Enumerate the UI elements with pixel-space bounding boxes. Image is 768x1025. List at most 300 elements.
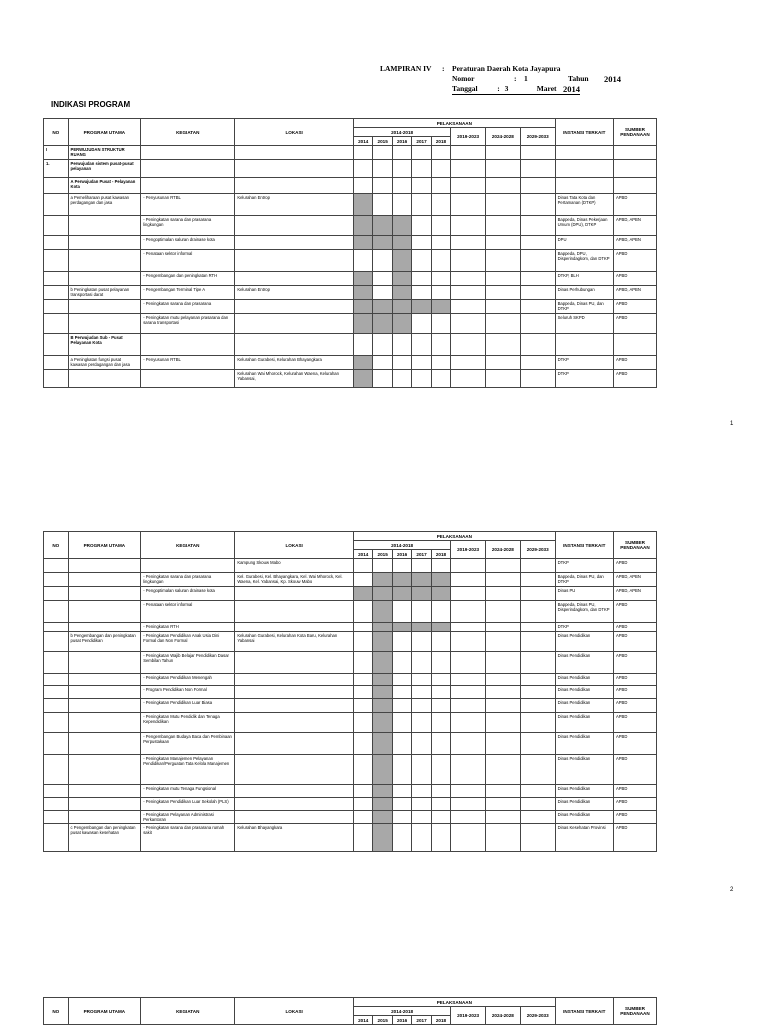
col-program: PROGRAM UTAMA — [68, 998, 141, 1025]
schedule-cell — [412, 236, 431, 250]
tahun-value: 2014 — [604, 74, 621, 84]
cell-program — [68, 699, 141, 713]
cell-lokasi: Kelurahan Gurabesi, Kelurahan Bhayangkara — [235, 356, 354, 370]
schedule-cell — [412, 194, 431, 216]
col-no: NO — [44, 119, 69, 146]
schedule-cell — [412, 632, 431, 652]
cell-lokasi: Kelurahan Entrop — [235, 194, 354, 216]
cell-instansi: Dinas Tata Kota dan Pertamanan (DTKP) — [555, 194, 613, 216]
schedule-cell — [431, 146, 450, 160]
schedule-cell-active — [373, 674, 392, 686]
cell-kegiatan: - Peningkatan Pendidikan Luar Sekolah (PLS) — [141, 798, 235, 811]
schedule-cell — [412, 811, 431, 824]
schedule-cell — [485, 160, 520, 178]
cell-program — [68, 314, 141, 334]
cell-instansi: Dinas Pendidikan — [555, 632, 613, 652]
col-p3: 2024-2028 — [485, 128, 520, 146]
cell-no — [44, 356, 69, 370]
schedule-cell — [485, 798, 520, 811]
cell-sumber: APBD, APBN — [613, 286, 656, 300]
col-year: 2016 — [392, 137, 411, 146]
cell-lokasi — [235, 300, 354, 314]
cell-kegiatan — [141, 370, 235, 388]
schedule-cell-active — [392, 216, 411, 236]
cell-instansi: Dinas Pendidikan — [555, 733, 613, 755]
cell-program — [68, 713, 141, 733]
col-pelaksanaan: PELAKSANAAN — [354, 119, 556, 128]
cell-lokasi — [235, 236, 354, 250]
cell-instansi: Dinas Pendidikan — [555, 798, 613, 811]
schedule-cell — [354, 755, 373, 785]
cell-kegiatan — [141, 178, 235, 194]
schedule-cell — [392, 146, 411, 160]
schedule-cell — [354, 713, 373, 733]
schedule-cell — [520, 314, 555, 334]
cell-kegiatan: - Peningkatan mutu Tenaga Fungsional — [141, 785, 235, 798]
schedule-cell — [485, 674, 520, 686]
schedule-cell — [431, 713, 450, 733]
cell-instansi: Bappeda, DPU, Disperindagkom, dan DTKP — [555, 250, 613, 272]
schedule-cell-active — [354, 356, 373, 370]
schedule-cell — [485, 314, 520, 334]
separator: : — [514, 74, 517, 83]
schedule-cell — [431, 334, 450, 356]
cell-kegiatan: - Pengoptimalan saluran drainase kota — [141, 236, 235, 250]
cell-kegiatan: - Peningkatan sarana dan prasarana — [141, 300, 235, 314]
schedule-cell — [485, 713, 520, 733]
schedule-cell — [412, 824, 431, 852]
schedule-cell — [485, 623, 520, 632]
schedule-cell — [451, 755, 486, 785]
table-row — [44, 733, 657, 755]
cell-lokasi: Kel. Gurabesi, Kel. Bhayangkara, Kel. Wai Mhorock, Kel. Waena, Kel. Yabansai, Kp. Skouw Mabo — [235, 573, 354, 587]
cell-program: b Pengembangan dan peningkatan pusat Pendidikan — [68, 632, 141, 652]
col-period: 2014-2018 — [354, 1007, 451, 1016]
schedule-cell-active — [373, 733, 392, 755]
schedule-cell — [392, 370, 411, 388]
cell-program: a Peningkatan fungsi pusat kawasan perdagangan dan jasa — [68, 356, 141, 370]
separator: : — [497, 84, 500, 93]
schedule-cell-active — [373, 314, 392, 334]
cell-sumber: APBD — [613, 674, 656, 686]
cell-kegiatan: - Pengembangan dan peningkatan RTH — [141, 272, 235, 286]
schedule-cell — [451, 314, 486, 334]
cell-kegiatan: - Peningkatan Pendidikan Menengah — [141, 674, 235, 686]
schedule-cell — [520, 250, 555, 272]
schedule-cell-active — [392, 272, 411, 286]
schedule-cell — [392, 160, 411, 178]
schedule-cell — [412, 250, 431, 272]
col-instansi: INSTANSI TERKAIT — [555, 119, 613, 146]
cell-sumber: APBD — [613, 713, 656, 733]
schedule-cell-active — [354, 236, 373, 250]
cell-lokasi — [235, 674, 354, 686]
cell-instansi: Bappeda, Dinas PU, Disperindagkom, dan DTKP — [555, 601, 613, 623]
cell-no — [44, 272, 69, 286]
schedule-cell — [412, 674, 431, 686]
schedule-cell-active — [354, 286, 373, 300]
schedule-cell — [373, 334, 392, 356]
cell-program — [68, 686, 141, 699]
schedule-cell — [354, 811, 373, 824]
cell-kegiatan — [141, 146, 235, 160]
schedule-cell — [373, 370, 392, 388]
table-row — [44, 146, 657, 160]
cell-no — [44, 194, 69, 216]
table-row — [44, 250, 657, 272]
schedule-cell — [451, 824, 486, 852]
cell-kegiatan: - Peningkatan RTH — [141, 623, 235, 632]
schedule-cell — [520, 559, 555, 573]
schedule-cell — [412, 601, 431, 623]
schedule-cell — [485, 573, 520, 587]
schedule-cell — [520, 632, 555, 652]
schedule-cell-active — [373, 686, 392, 699]
schedule-cell-active — [412, 300, 431, 314]
schedule-cell — [392, 601, 411, 623]
cell-instansi: Dinas Pendidikan — [555, 755, 613, 785]
table-row — [44, 178, 657, 194]
schedule-cell — [392, 755, 411, 785]
cell-sumber: APBD, APBN — [613, 587, 656, 601]
cell-no — [44, 632, 69, 652]
cell-instansi: Dinas Pendidikan — [555, 713, 613, 733]
cell-program: a Pemeliharaan pusat kawasan perdagangan dan jasa — [68, 194, 141, 216]
cell-instansi — [555, 146, 613, 160]
cell-lokasi — [235, 755, 354, 785]
table-row — [44, 300, 657, 314]
cell-sumber: APBD — [613, 272, 656, 286]
cell-instansi: DTKP — [555, 356, 613, 370]
maret-value: 2014 — [563, 84, 580, 94]
col-year: 2018 — [431, 1016, 450, 1025]
schedule-cell-active — [392, 286, 411, 300]
schedule-cell — [354, 334, 373, 356]
schedule-cell — [431, 216, 450, 236]
cell-instansi: Dinas Pendidikan — [555, 674, 613, 686]
cell-lokasi — [235, 798, 354, 811]
page-number: 1 — [730, 421, 734, 427]
schedule-cell — [354, 686, 373, 699]
schedule-cell — [520, 713, 555, 733]
schedule-cell — [431, 652, 450, 674]
cell-program — [68, 798, 141, 811]
table-row — [44, 601, 657, 623]
schedule-cell-active — [431, 623, 450, 632]
cell-sumber: APBD — [613, 194, 656, 216]
schedule-cell — [392, 178, 411, 194]
cell-sumber: APBD — [613, 250, 656, 272]
cell-no — [44, 713, 69, 733]
schedule-cell-active — [373, 785, 392, 798]
cell-kegiatan: - Penataan sektor informal — [141, 601, 235, 623]
col-year: 2014 — [354, 137, 373, 146]
schedule-cell-active — [373, 652, 392, 674]
schedule-cell — [373, 559, 392, 573]
cell-program: Perwujudan sistem pusat-pusat pelayanan — [68, 160, 141, 178]
schedule-cell — [520, 798, 555, 811]
table-row — [44, 623, 657, 632]
schedule-cell — [354, 785, 373, 798]
cell-no: 1. — [44, 160, 69, 178]
cell-program — [68, 236, 141, 250]
schedule-cell — [412, 713, 431, 733]
schedule-cell-active — [431, 573, 450, 587]
schedule-cell-active — [354, 300, 373, 314]
cell-lokasi — [235, 811, 354, 824]
cell-instansi: Dinas Perhubungan — [555, 286, 613, 300]
col-year: 2017 — [412, 1016, 431, 1025]
schedule-cell — [451, 559, 486, 573]
cell-lokasi — [235, 272, 354, 286]
cell-program — [68, 755, 141, 785]
cell-sumber: APBD — [613, 370, 656, 388]
col-lokasi: LOKASI — [235, 532, 354, 559]
schedule-cell — [392, 674, 411, 686]
col-year: 2015 — [373, 1016, 392, 1025]
schedule-cell — [520, 824, 555, 852]
schedule-cell-active — [392, 573, 411, 587]
table-row — [44, 286, 657, 300]
schedule-cell — [412, 272, 431, 286]
cell-kegiatan: - Peningkatan mutu pelayanan prasarana dan sarana transportasi — [141, 314, 235, 334]
cell-instansi: Dinas Pendidikan — [555, 652, 613, 674]
col-p4: 2029-2033 — [520, 128, 555, 146]
schedule-cell — [451, 686, 486, 699]
schedule-cell-active — [354, 587, 373, 601]
col-p2: 2019-2023 — [451, 541, 486, 559]
schedule-cell — [520, 216, 555, 236]
schedule-cell — [373, 146, 392, 160]
col-sumber: SUMBER PENDANAAN — [613, 119, 656, 146]
schedule-cell — [412, 334, 431, 356]
col-program: PROGRAM UTAMA — [68, 119, 141, 146]
schedule-cell — [485, 286, 520, 300]
cell-no — [44, 300, 69, 314]
schedule-cell-active — [373, 300, 392, 314]
col-p3: 2024-2028 — [485, 541, 520, 559]
table-row — [44, 686, 657, 699]
schedule-cell — [431, 811, 450, 824]
cell-program — [68, 674, 141, 686]
col-no: NO — [44, 532, 69, 559]
col-year: 2014 — [354, 550, 373, 559]
schedule-cell — [485, 356, 520, 370]
col-instansi: INSTANSI TERKAIT — [555, 532, 613, 559]
cell-program — [68, 623, 141, 632]
schedule-cell — [373, 194, 392, 216]
schedule-cell — [392, 632, 411, 652]
col-sumber: SUMBER PENDANAAN — [613, 532, 656, 559]
cell-lokasi — [235, 733, 354, 755]
cell-sumber: APBD — [613, 652, 656, 674]
schedule-cell — [431, 699, 450, 713]
schedule-cell — [451, 811, 486, 824]
table-row — [44, 785, 657, 798]
cell-lokasi — [235, 178, 354, 194]
table-row — [44, 587, 657, 601]
schedule-cell — [485, 216, 520, 236]
schedule-cell — [485, 272, 520, 286]
schedule-cell — [431, 733, 450, 755]
schedule-cell — [412, 699, 431, 713]
col-year: 2017 — [412, 137, 431, 146]
cell-no — [44, 699, 69, 713]
schedule-cell — [354, 824, 373, 852]
schedule-cell — [392, 652, 411, 674]
cell-no — [44, 250, 69, 272]
schedule-cell — [354, 146, 373, 160]
cell-no — [44, 686, 69, 699]
cell-no — [44, 601, 69, 623]
schedule-cell-active — [354, 370, 373, 388]
cell-sumber: APBD, APBN — [613, 216, 656, 236]
schedule-cell — [373, 356, 392, 370]
schedule-cell — [373, 286, 392, 300]
schedule-cell — [412, 798, 431, 811]
schedule-cell — [485, 178, 520, 194]
schedule-cell — [520, 160, 555, 178]
nomor-label: Nomor — [452, 74, 475, 83]
cell-instansi: Dinas Kesehatan Provinsi — [555, 824, 613, 852]
cell-no — [44, 652, 69, 674]
schedule-cell — [412, 686, 431, 699]
cell-sumber: APBD — [613, 755, 656, 785]
schedule-cell — [485, 824, 520, 852]
schedule-cell — [412, 178, 431, 194]
table-row — [44, 811, 657, 824]
cell-kegiatan — [141, 559, 235, 573]
col-lokasi: LOKASI — [235, 998, 354, 1025]
cell-sumber — [613, 160, 656, 178]
schedule-cell-active — [373, 236, 392, 250]
cell-program: c Pengembangan dan peningkatan pusat kawasan kesehatan — [68, 824, 141, 852]
cell-lokasi — [235, 652, 354, 674]
cell-no — [44, 178, 69, 194]
document-header — [380, 64, 621, 95]
cell-sumber: APBD — [613, 623, 656, 632]
schedule-cell — [485, 699, 520, 713]
cell-lokasi — [235, 686, 354, 699]
schedule-cell-active — [354, 216, 373, 236]
schedule-cell-active — [392, 236, 411, 250]
schedule-cell — [520, 601, 555, 623]
schedule-cell — [392, 733, 411, 755]
page-number: 2 — [730, 887, 734, 893]
perda-title: Peraturan Daerah Kota Jayapura — [452, 64, 561, 73]
schedule-cell — [431, 798, 450, 811]
schedule-cell-active — [373, 824, 392, 852]
schedule-cell — [431, 160, 450, 178]
schedule-cell — [451, 733, 486, 755]
cell-sumber: APBD — [613, 798, 656, 811]
schedule-cell-active — [373, 216, 392, 236]
cell-lokasi: Kelurahan Entrop — [235, 286, 354, 300]
cell-instansi: Dinas PU — [555, 587, 613, 601]
cell-kegiatan: - Peningkatan Manajemen Pelayanan Pendidikan/Perguatan Tata Kelola Manajemen — [141, 755, 235, 785]
schedule-cell — [451, 160, 486, 178]
schedule-cell — [485, 632, 520, 652]
schedule-cell-active — [392, 623, 411, 632]
col-p4: 2029-2033 — [520, 541, 555, 559]
col-year: 2016 — [392, 550, 411, 559]
schedule-cell — [354, 160, 373, 178]
schedule-cell — [451, 713, 486, 733]
cell-lokasi — [235, 699, 354, 713]
cell-kegiatan: - Pengembangan Terminal Tipe A — [141, 286, 235, 300]
schedule-cell — [485, 194, 520, 216]
cell-no — [44, 811, 69, 824]
cell-program — [68, 250, 141, 272]
cell-kegiatan: - Penataan sektor informal — [141, 250, 235, 272]
table-row — [44, 713, 657, 733]
schedule-cell — [412, 785, 431, 798]
schedule-cell — [485, 300, 520, 314]
schedule-cell — [485, 370, 520, 388]
cell-instansi: Seluruh SKPD — [555, 314, 613, 334]
schedule-cell — [451, 146, 486, 160]
schedule-cell — [451, 178, 486, 194]
cell-no — [44, 559, 69, 573]
cell-lokasi: Kelurahan Bhayangkara — [235, 824, 354, 852]
cell-instansi: DPU — [555, 236, 613, 250]
col-sumber: SUMBER PENDANAAN — [613, 998, 656, 1025]
schedule-cell — [485, 755, 520, 785]
schedule-cell-active — [412, 573, 431, 587]
cell-no — [44, 216, 69, 236]
cell-instansi: Bappeda, Dinas PU, dan DTKP — [555, 573, 613, 587]
cell-program — [68, 587, 141, 601]
tanggal-value: 3 — [504, 84, 509, 93]
schedule-cell — [412, 314, 431, 334]
schedule-cell — [520, 334, 555, 356]
cell-no — [44, 334, 69, 356]
schedule-cell-active — [431, 300, 450, 314]
cell-no — [44, 755, 69, 785]
schedule-cell — [485, 811, 520, 824]
schedule-cell — [373, 250, 392, 272]
cell-sumber — [613, 334, 656, 356]
schedule-cell — [485, 785, 520, 798]
schedule-cell — [485, 146, 520, 160]
cell-sumber: APBD — [613, 601, 656, 623]
table-row — [44, 314, 657, 334]
maret-label: Maret — [536, 84, 557, 93]
schedule-cell — [451, 601, 486, 623]
table-row — [44, 334, 657, 356]
schedule-cell-active — [392, 300, 411, 314]
tanggal-label: Tanggal — [452, 84, 478, 93]
cell-kegiatan: - Pengoptimalan saluran drainase kota — [141, 587, 235, 601]
schedule-cell — [451, 272, 486, 286]
schedule-cell — [520, 146, 555, 160]
cell-no — [44, 798, 69, 811]
schedule-cell — [520, 587, 555, 601]
schedule-cell — [412, 160, 431, 178]
cell-program — [68, 559, 141, 573]
schedule-cell — [485, 559, 520, 573]
schedule-cell — [373, 272, 392, 286]
schedule-cell — [520, 674, 555, 686]
cell-kegiatan: - Peningkatan Pendidikan Luar Biasa — [141, 699, 235, 713]
schedule-cell — [451, 334, 486, 356]
schedule-cell — [392, 798, 411, 811]
schedule-cell-active — [373, 623, 392, 632]
cell-sumber: APBD — [613, 733, 656, 755]
schedule-cell — [485, 236, 520, 250]
cell-instansi: Dinas Pendidikan — [555, 699, 613, 713]
cell-kegiatan — [141, 160, 235, 178]
